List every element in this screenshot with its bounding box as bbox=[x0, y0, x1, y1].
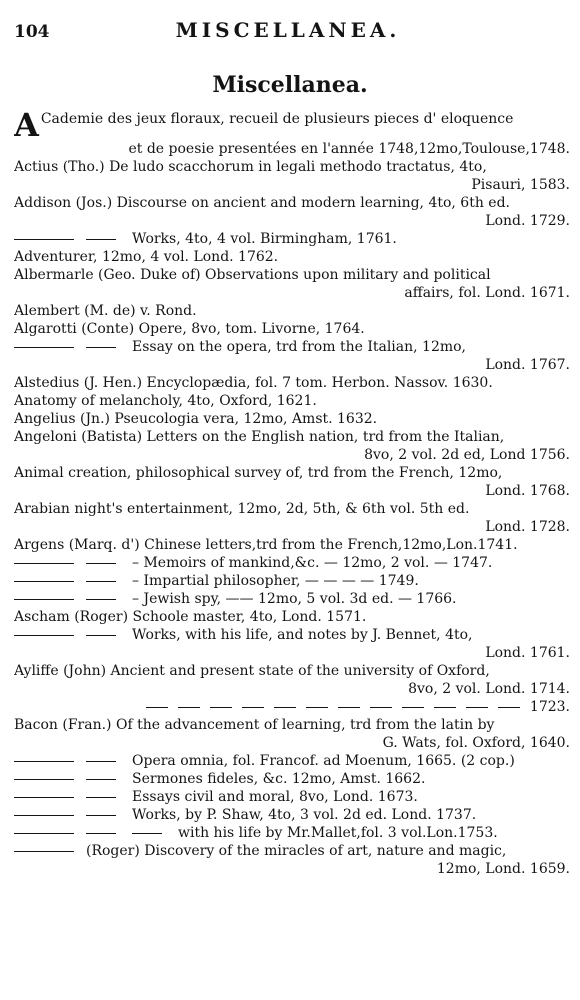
entry-text: Anatomy of melancholy, 4to, Oxford, 1621. bbox=[14, 393, 317, 409]
entry-line bbox=[14, 266, 570, 284]
ditto-dash bbox=[86, 761, 116, 762]
entry-line bbox=[14, 194, 570, 212]
ditto-dash bbox=[14, 239, 74, 240]
ditto-dash bbox=[14, 347, 74, 348]
entry-text: Actius (Tho.) De ludo scacchorum in legali methodo tractatus, 4to, bbox=[14, 159, 487, 175]
ditto-dash bbox=[14, 599, 74, 600]
running-title: MISCELLANEA. bbox=[175, 18, 401, 42]
ditto-dash bbox=[14, 815, 74, 816]
entry-text: Lond. 1767. bbox=[485, 357, 570, 373]
entry-line bbox=[14, 608, 570, 626]
ditto-dash bbox=[86, 779, 116, 780]
entry-text: Bacon (Fran.) Of the advancement of learning, trd from the latin by bbox=[14, 717, 495, 733]
entry-text: Albermarle (Geo. Duke of) Observations upon military and political bbox=[14, 267, 491, 283]
entry-text: G. Wats, fol. Oxford, 1640. bbox=[382, 735, 570, 751]
ditto-dash bbox=[14, 833, 74, 834]
entry-continuation-line bbox=[14, 860, 570, 878]
entry-text: Angeloni (Batista) Letters on the English nation, trd from the Italian, bbox=[14, 429, 505, 445]
entry-line bbox=[14, 302, 570, 320]
ditto-dash bbox=[86, 797, 116, 798]
section-heading: Miscellanea. bbox=[212, 72, 368, 98]
catalogue-entry bbox=[14, 824, 570, 842]
entry-line bbox=[14, 230, 570, 248]
entry-line bbox=[14, 320, 570, 338]
ditto-dash bbox=[434, 707, 456, 708]
ditto-dash bbox=[338, 707, 360, 708]
catalogue-entry bbox=[14, 464, 570, 500]
catalogue-entry bbox=[14, 392, 570, 410]
entry-line bbox=[14, 338, 570, 356]
entry-text: Alstedius (J. Hen.) Encyclopædia, fol. 7 tom. Herbon. Nassov. 1630. bbox=[14, 375, 493, 391]
ditto-dash bbox=[86, 239, 116, 240]
catalogue-entry bbox=[14, 608, 570, 626]
ditto-dash bbox=[14, 635, 74, 636]
ditto-dash bbox=[14, 761, 74, 762]
entry-text: Sermones fideles, &c. 12mo, Amst. 1662. bbox=[132, 771, 426, 787]
ditto-dash bbox=[306, 707, 328, 708]
entry-continuation-line bbox=[14, 284, 570, 302]
entry-line bbox=[14, 824, 570, 842]
entry-continuation-line bbox=[14, 212, 570, 230]
entry-line bbox=[14, 392, 570, 410]
ditto-dash bbox=[14, 581, 74, 582]
running-head bbox=[14, 18, 562, 44]
ditto-dash bbox=[86, 347, 116, 348]
entry-line bbox=[14, 110, 570, 140]
entry-text: Ayliffe (John) Ancient and present state of the university of Oxford, bbox=[14, 663, 490, 679]
entry-line bbox=[14, 536, 570, 554]
ditto-dash bbox=[14, 797, 74, 798]
entry-continuation-line bbox=[14, 446, 570, 464]
entry-text: Essay on the opera, trd from the Italian, 12mo, bbox=[132, 339, 467, 355]
catalogue-entry bbox=[14, 698, 570, 716]
entry-text: Alembert (M. de) v. Rond. bbox=[14, 303, 197, 319]
catalogue-entry bbox=[14, 248, 570, 266]
catalogue-entry bbox=[14, 626, 570, 662]
entry-text: Argens (Marq. d') Chinese letters,trd from the French,12mo,Lon.1741. bbox=[14, 537, 518, 553]
catalogue-entry bbox=[14, 110, 570, 158]
entry-text: – Impartial philosopher, — — — — 1749. bbox=[132, 573, 419, 589]
ditto-dash bbox=[146, 707, 168, 708]
entry-line bbox=[14, 554, 570, 572]
ditto-dash bbox=[370, 707, 392, 708]
entry-text: affairs, fol. Lond. 1671. bbox=[404, 285, 570, 301]
entry-line bbox=[14, 158, 570, 176]
ditto-dash bbox=[86, 833, 116, 834]
catalogue-entry bbox=[14, 572, 570, 590]
entry-text: 12mo, Lond. 1659. bbox=[436, 861, 570, 877]
entry-continuation-line bbox=[14, 140, 570, 158]
catalogue-entry bbox=[14, 302, 570, 320]
entry-continuation-line bbox=[14, 356, 570, 374]
entry-continuation-line bbox=[14, 644, 570, 662]
entry-text: Ascham (Roger) Schoole master, 4to, Lond. 1571. bbox=[14, 609, 367, 625]
entry-line bbox=[14, 662, 570, 680]
entry-continuation-line bbox=[14, 680, 570, 698]
entry-text: Lond. 1728. bbox=[485, 519, 570, 535]
entry-line bbox=[14, 842, 570, 860]
ditto-dash bbox=[86, 563, 116, 564]
entry-text: with his life by Mr.Mallet,fol. 3 vol.Lon.1753. bbox=[178, 825, 498, 841]
ditto-dash bbox=[14, 779, 74, 780]
ditto-dash bbox=[274, 707, 296, 708]
entry-line bbox=[14, 770, 570, 788]
entry-line bbox=[14, 428, 570, 446]
entry-line bbox=[14, 410, 570, 428]
ditto-dash bbox=[14, 563, 74, 564]
ditto-dash bbox=[402, 707, 424, 708]
entry-continuation-line bbox=[14, 734, 570, 752]
drop-cap: A bbox=[14, 110, 39, 140]
entry-text: Addison (Jos.) Discourse on ancient and modern learning, 4to, 6th ed. bbox=[14, 195, 511, 211]
catalogue-entries bbox=[14, 110, 570, 878]
entry-text: Works, by P. Shaw, 4to, 3 vol. 2d ed. Lond. 1737. bbox=[132, 807, 477, 823]
catalogue-entry bbox=[14, 770, 570, 788]
entry-line bbox=[14, 572, 570, 590]
entry-text: 8vo, 2 vol. Lond. 1714. bbox=[408, 681, 570, 697]
entry-text: Cademie des jeux floraux, recueil de plusieurs pieces d' eloquence bbox=[40, 111, 514, 127]
entry-line bbox=[14, 590, 570, 608]
entry-text: – Memoirs of mankind,&c. — 12mo, 2 vol. — 1747. bbox=[132, 555, 493, 571]
catalogue-entry bbox=[14, 410, 570, 428]
page-number: 104 bbox=[14, 22, 50, 42]
catalogue-entry bbox=[14, 194, 570, 230]
ditto-dash bbox=[132, 833, 162, 834]
entry-text: Opera omnia, fol. Francof. ad Moenum, 1665. (2 cop.) bbox=[132, 753, 515, 769]
catalogue-entry bbox=[14, 338, 570, 374]
ditto-dash bbox=[14, 851, 74, 852]
catalogue-entry bbox=[14, 716, 570, 752]
entry-line bbox=[14, 806, 570, 824]
entry-continuation-line bbox=[14, 176, 570, 194]
catalogue-entry bbox=[14, 536, 570, 554]
catalogue-entry bbox=[14, 500, 570, 536]
ditto-dash bbox=[210, 707, 232, 708]
entry-text: – Jewish spy, —— 12mo, 5 vol. 3d ed. — 1766. bbox=[132, 591, 457, 607]
ditto-dash bbox=[242, 707, 264, 708]
ditto-dash bbox=[86, 815, 116, 816]
entry-line bbox=[14, 716, 570, 734]
entry-line bbox=[14, 248, 570, 266]
entry-text: (Roger) Discovery of the miracles of art, nature and magic, bbox=[86, 843, 507, 859]
catalogue-entry bbox=[14, 788, 570, 806]
catalogue-entry bbox=[14, 806, 570, 824]
catalogue-entry bbox=[14, 230, 570, 248]
entry-line bbox=[14, 788, 570, 806]
entry-text: Works, 4to, 4 vol. Birmingham, 1761. bbox=[132, 231, 397, 247]
catalogue-entry bbox=[14, 428, 570, 464]
entry-text: Lond. 1768. bbox=[485, 483, 570, 499]
entry-continuation-line bbox=[14, 482, 570, 500]
ditto-dash bbox=[86, 635, 116, 636]
entry-text: Algarotti (Conte) Opere, 8vo, tom. Livorne, 1764. bbox=[14, 321, 365, 337]
entry-line bbox=[14, 626, 570, 644]
entry-text: Works, with his life, and notes by J. Bennet, 4to, bbox=[132, 627, 473, 643]
entry-line bbox=[14, 752, 570, 770]
catalogue-entry bbox=[14, 662, 570, 698]
entry-continuation-line bbox=[14, 518, 570, 536]
ditto-dash bbox=[86, 599, 116, 600]
entry-line bbox=[14, 374, 570, 392]
catalogue-entry bbox=[14, 752, 570, 770]
catalogue-entry bbox=[14, 590, 570, 608]
entry-text: Lond. 1761. bbox=[485, 645, 570, 661]
catalogue-entry bbox=[14, 266, 570, 302]
entry-line bbox=[14, 698, 570, 716]
entry-text: 8vo, 2 vol. 2d ed, Lond 1756. bbox=[364, 447, 570, 463]
catalogue-entry bbox=[14, 158, 570, 194]
entry-line bbox=[14, 464, 570, 482]
ditto-dash bbox=[466, 707, 488, 708]
entry-text: Adventurer, 12mo, 4 vol. Lond. 1762. bbox=[14, 249, 279, 265]
entry-text: Angelius (Jn.) Pseucologia vera, 12mo, Amst. 1632. bbox=[14, 411, 378, 427]
entry-text: 1723. bbox=[529, 699, 570, 715]
ditto-dash bbox=[178, 707, 200, 708]
ditto-dash bbox=[86, 581, 116, 582]
entry-text: Animal creation, philosophical survey of, trd from the French, 12mo, bbox=[14, 465, 503, 481]
catalogue-entry bbox=[14, 374, 570, 392]
ditto-dash bbox=[498, 707, 520, 708]
entry-text: Arabian night's entertainment, 12mo, 2d, 5th, & 6th vol. 5th ed. bbox=[14, 501, 470, 517]
entry-line bbox=[14, 500, 570, 518]
catalogue-entry bbox=[14, 554, 570, 572]
entry-text: Essays civil and moral, 8vo, Lond. 1673. bbox=[132, 789, 418, 805]
entry-text: et de poesie presentées en l'année 1748,12mo,Toulouse,1748. bbox=[128, 141, 570, 157]
catalogue-entry bbox=[14, 842, 570, 878]
catalogue-entry bbox=[14, 320, 570, 338]
entry-text: Lond. 1729. bbox=[485, 213, 570, 229]
entry-text: Pisauri, 1583. bbox=[471, 177, 570, 193]
